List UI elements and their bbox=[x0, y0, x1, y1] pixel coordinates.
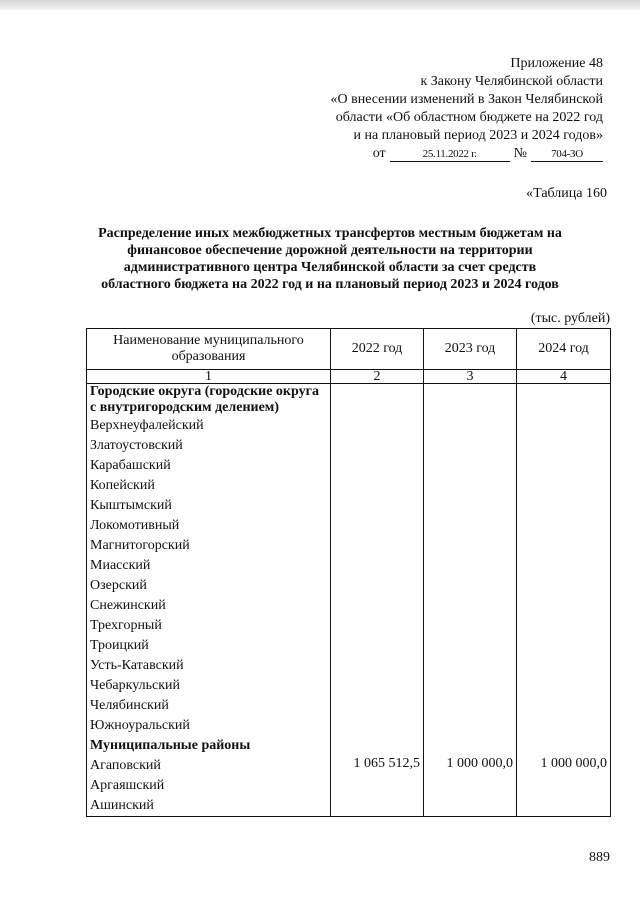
list-item: Аргаяшский bbox=[90, 778, 165, 793]
list-item: Агаповский bbox=[90, 758, 161, 773]
date-label: от bbox=[372, 146, 386, 161]
list-item: Копейский bbox=[90, 478, 155, 493]
appendix-header bbox=[331, 55, 604, 163]
appendix-line: области «Об областном бюджете на 2022 год bbox=[335, 110, 603, 125]
list-item: Трехгорный bbox=[90, 618, 162, 633]
column-index-row bbox=[87, 370, 611, 384]
column-header-2023: 2023 год bbox=[424, 329, 517, 370]
list-item: Златоустовский bbox=[90, 438, 183, 453]
chelyabinsk-value-2022: 1 065 512,5 bbox=[353, 756, 420, 771]
units-label: (тыс. рублей) bbox=[530, 311, 610, 326]
list-item: Верхнеуфалейский bbox=[90, 418, 204, 433]
group-heading-municipal-districts: Муниципальные районы bbox=[90, 738, 251, 753]
column-header-municipality: Наименование муниципального образования bbox=[87, 329, 331, 370]
appendix-line: к Закону Челябинской области bbox=[420, 74, 603, 89]
value-2023-cell bbox=[424, 384, 517, 817]
number-label: № bbox=[513, 146, 527, 161]
law-date: 25.11.2022 г. bbox=[390, 147, 510, 162]
municipality-list-cell bbox=[87, 384, 331, 817]
list-item: Кыштымский bbox=[90, 498, 172, 513]
list-item: Усть-Катавский bbox=[90, 658, 184, 673]
value-2024-cell bbox=[517, 384, 611, 817]
list-item: Снежинский bbox=[90, 598, 166, 613]
list-item: Магнитогорский bbox=[90, 538, 190, 553]
list-item: Троицкий bbox=[90, 638, 149, 653]
law-date-number-line bbox=[331, 145, 604, 163]
transfers-table bbox=[86, 328, 611, 817]
chelyabinsk-value-2024: 1 000 000,0 bbox=[540, 756, 607, 771]
list-item: Миасский bbox=[90, 558, 151, 573]
list-item: Южноуральский bbox=[90, 718, 190, 733]
column-index: 4 bbox=[517, 370, 611, 384]
column-index: 2 bbox=[331, 370, 424, 384]
appendix-line: и на плановый период 2023 и 2024 годов» bbox=[353, 128, 603, 143]
list-item: Ашинский bbox=[90, 798, 154, 813]
column-index: 1 bbox=[87, 370, 331, 384]
list-item-chelyabinsk: Челябинский bbox=[90, 698, 169, 713]
list-item: Локомотивный bbox=[90, 518, 180, 533]
list-item: Карабашский bbox=[90, 458, 171, 473]
table-label: «Таблица 160 bbox=[526, 186, 607, 201]
column-header-2022: 2022 год bbox=[331, 329, 424, 370]
list-item: Озерский bbox=[90, 578, 147, 593]
scan-top-edge bbox=[0, 0, 640, 10]
column-header-2024: 2024 год bbox=[517, 329, 611, 370]
table-body-row bbox=[87, 384, 611, 817]
document-title: Распределение иных межбюджетных трансфертов местным бюджетам на финансовое обеспечение дорожной деятельности на территории административного центра Челябинской области за счет средств областного бюджета на 2022 год и на плановый период 2023 и 2024 годов bbox=[98, 226, 562, 292]
law-number: 704-ЗО bbox=[531, 147, 603, 162]
column-index: 3 bbox=[424, 370, 517, 384]
page-number: 889 bbox=[589, 850, 610, 865]
appendix-line: «О внесении изменений в Закон Челябинской bbox=[330, 92, 603, 107]
appendix-line: Приложение 48 bbox=[510, 56, 603, 71]
value-2022-cell bbox=[331, 384, 424, 817]
group-heading-urban-districts: Городские округа (городские округа с внутригородским делением) bbox=[90, 384, 319, 415]
list-item: Чебаркульский bbox=[90, 678, 181, 693]
table-header-row bbox=[87, 329, 611, 370]
chelyabinsk-value-2023: 1 000 000,0 bbox=[446, 756, 513, 771]
